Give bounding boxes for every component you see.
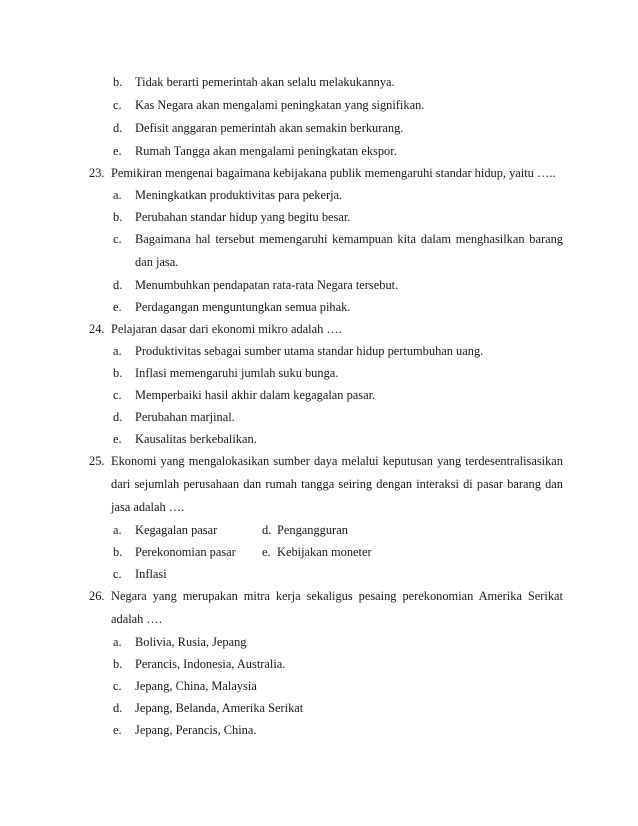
question-text: Negara yang merupakan mitra kerja sekaligus pesaing perekonomian Amerika Serikat — [111, 589, 563, 603]
option-text: Jepang, Belanda, Amerika Serikat — [135, 701, 304, 715]
option-text: Perekonomian pasar — [135, 545, 236, 559]
option-letter: c. — [113, 388, 122, 402]
option-letter: e. — [113, 432, 122, 446]
option-text: Meningkatkan produktivitas para pekerja. — [135, 188, 343, 202]
question-text: Ekonomi yang mengalokasikan sumber daya melalui keputusan yang terdesentralisasikan — [111, 454, 563, 468]
question-number: 24. — [89, 322, 105, 336]
option-letter: c. — [113, 232, 122, 246]
option-text: Kebijakan moneter — [277, 545, 372, 559]
option-text: Perubahan standar hidup yang begitu besar. — [135, 210, 351, 224]
question-text: Pelajaran dasar dari ekonomi mikro adalah …. — [111, 322, 342, 336]
option-letter: e. — [113, 723, 122, 737]
option-text: Menumbuhkan pendapatan rata-rata Negara tersebut. — [135, 278, 399, 292]
option-text: Jepang, Perancis, China. — [135, 723, 257, 737]
option-text: Bolivia, Rusia, Jepang — [135, 635, 247, 649]
question-number: 26. — [89, 589, 105, 603]
option-text: Pengangguran — [277, 523, 348, 537]
question-number: 23. — [89, 166, 105, 180]
option-letter: d. — [262, 523, 272, 537]
option-text: Kausalitas berkebalikan. — [135, 432, 257, 446]
option-letter: d. — [113, 701, 123, 715]
option-text: Perubahan marjinal. — [135, 410, 235, 424]
option-text-continuation: dan jasa. — [135, 255, 179, 269]
option-letter: b. — [113, 366, 123, 380]
question-text: dari sejumlah perusahaan dan rumah tangga seiring dengan interaksi di pasar barang dan — [111, 477, 563, 491]
question-text: jasa adalah …. — [111, 500, 185, 514]
option-letter: b. — [113, 75, 123, 89]
option-text: Inflasi memengaruhi jumlah suku bunga. — [135, 366, 339, 380]
option-letter: d. — [113, 278, 123, 292]
option-text: Perancis, Indonesia, Australia. — [135, 657, 286, 671]
option-letter: d. — [113, 410, 123, 424]
option-letter: a. — [113, 344, 122, 358]
option-text: Kas Negara akan mengalami peningkatan yang signifikan. — [135, 98, 425, 112]
question-text: adalah …. — [111, 612, 162, 626]
question-text: Pemikiran mengenai bagaimana kebijakana publik memengaruhi standar hidup, yaitu ….. — [111, 166, 556, 180]
option-text: Defisit anggaran pemerintah akan semakin berkurang. — [135, 121, 404, 135]
option-text: Jepang, China, Malaysia — [135, 679, 257, 693]
option-letter: d. — [113, 121, 123, 135]
option-text: Perdagangan menguntungkan semua pihak. — [135, 300, 351, 314]
option-letter: c. — [113, 679, 122, 693]
option-letter: a. — [113, 635, 122, 649]
option-text: Rumah Tangga akan mengalami peningkatan ekspor. — [135, 144, 397, 158]
option-text: Bagaimana hal tersebut memengaruhi kemampuan kita dalam menghasilkan barang — [135, 232, 563, 246]
option-letter: e. — [113, 300, 122, 314]
option-letter: b. — [113, 657, 123, 671]
option-text: Tidak berarti pemerintah akan selalu melakukannya. — [135, 75, 395, 89]
option-text: Kegagalan pasar — [135, 523, 218, 537]
option-letter: e. — [113, 144, 122, 158]
option-letter: c. — [113, 567, 122, 581]
option-letter: c. — [113, 98, 122, 112]
option-letter: b. — [113, 210, 123, 224]
option-letter: a. — [113, 188, 122, 202]
option-text: Produktivitas sebagai sumber utama standar hidup pertumbuhan uang. — [135, 344, 484, 358]
question-number: 25. — [89, 454, 105, 468]
option-letter: b. — [113, 545, 123, 559]
option-letter: e. — [262, 545, 271, 559]
option-text: Inflasi — [135, 567, 167, 581]
option-letter: a. — [113, 523, 122, 537]
option-text: Memperbaiki hasil akhir dalam kegagalan pasar. — [135, 388, 376, 402]
